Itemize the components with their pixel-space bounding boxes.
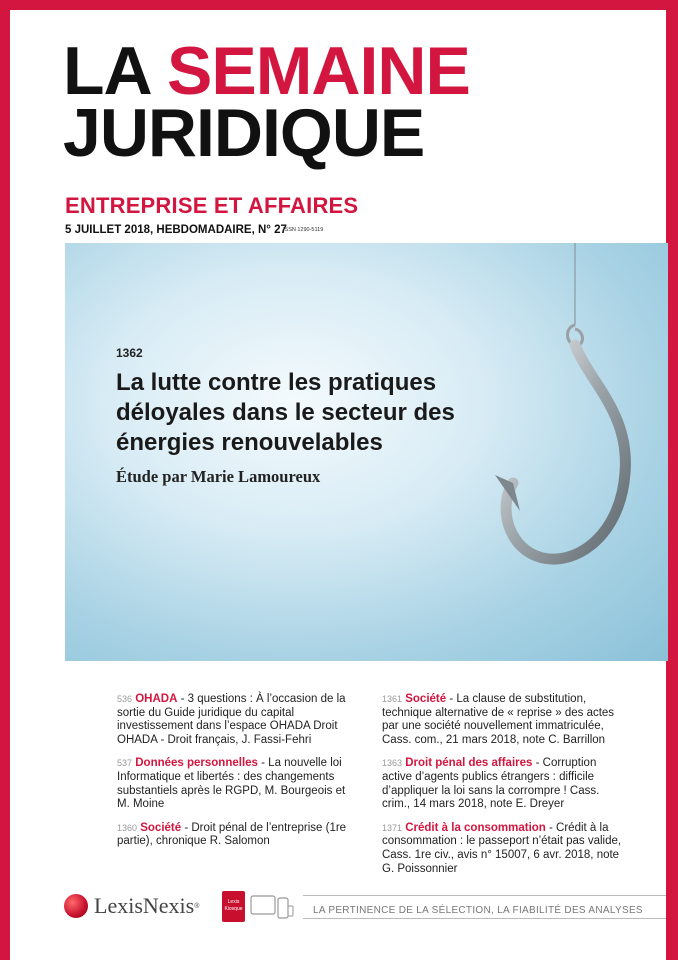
- toc-item[interactable]: [382, 757, 622, 811]
- logo-text: LexisNexis: [94, 893, 195, 918]
- toc-category: Société: [140, 821, 182, 834]
- devices-icon: [250, 894, 294, 924]
- toc-right-column: [382, 693, 622, 886]
- left-border: [0, 0, 10, 960]
- lexis-kiosque-badge[interactable]: [222, 891, 245, 922]
- issn: ISSN 1290-5119: [283, 227, 324, 233]
- toc-text: - Corruption active d’agents publics étrangers : difficile d’appliquer la loi sans la corrompre ! Cass. crim., 14 mars 2018, note E. Dreyer: [382, 757, 600, 811]
- logo-globe-icon: [64, 894, 88, 918]
- toc-text: - 3 questions : À l’occasion de la sortie du Guide juridique du capital investissement dans l’espace OHADA Droit OHADA - Droit français, J. Fassi-Fehri: [117, 693, 346, 746]
- toc-category: Crédit à la consommation: [405, 821, 546, 834]
- toc-item[interactable]: [117, 757, 347, 811]
- toc-item[interactable]: [382, 693, 622, 747]
- lexisnexis-logo[interactable]: [64, 893, 199, 919]
- toc-text: - Droit pénal de l’entreprise (1re partie), chronique R. Salomon: [117, 821, 347, 848]
- toc-number: 536: [117, 694, 133, 704]
- tagline: LA PERTINENCE DE LA SÉLECTION, LA FIABILITÉ DES ANALYSES: [313, 905, 643, 916]
- toc-category: OHADA: [135, 693, 178, 705]
- feature-number: 1362: [116, 346, 143, 360]
- top-border: [0, 0, 678, 10]
- masthead-semaine: SEMAINE: [167, 33, 470, 109]
- toc-number: 1361: [382, 694, 403, 704]
- kiosque-line-2: Kiosque: [224, 906, 243, 912]
- toc-number: 1360: [117, 822, 138, 833]
- toc-item[interactable]: [382, 822, 622, 876]
- toc-number: 1371: [382, 822, 403, 833]
- toc-category: Droit pénal des affaires: [405, 757, 533, 770]
- toc-text: - Crédit à la consommation : le passeport n’était pas valide, Cass. 1re civ., avis n° 15007, 6 avr. 2018, note G. Poissonnier: [382, 821, 622, 875]
- masthead: [63, 33, 470, 171]
- toc-number: 537: [117, 758, 133, 769]
- toc-item[interactable]: [117, 822, 347, 849]
- issue-line: 5 JUILLET 2018, HEBDOMADAIRE, N° 27: [65, 224, 287, 236]
- masthead-juridique: JURIDIQUE: [63, 95, 425, 171]
- toc-item[interactable]: [117, 693, 347, 747]
- toc-category: Données personnelles: [135, 757, 258, 770]
- toc-text: - La nouvelle loi Informatique et libertés : des changements substantiels après le RGPD, M. Bourgeois et M. Moine: [117, 757, 346, 811]
- publication-subtitle: ENTREPRISE ET AFFAIRES: [65, 193, 359, 218]
- feature-title: La lutte contre les pratiques déloyales dans le secteur des énergies renouvelables: [116, 369, 455, 456]
- kiosque-line-1: Lexis: [227, 899, 240, 905]
- toc-text: - La clause de substitution, technique alternative de « reprise » des actes par une société nouvellement immatriculée, Cass. com., 21 mars 2018, note C. Barrillon: [382, 693, 615, 746]
- feature-author: Étude par Marie Lamoureux: [116, 467, 321, 486]
- toc-number: 1363: [382, 758, 403, 769]
- toc-left-column: [117, 693, 347, 859]
- masthead-line-1: [63, 33, 470, 109]
- masthead-la: LA: [63, 33, 150, 109]
- toc-category: Société: [405, 693, 447, 705]
- logo-trademark: ®: [194, 902, 200, 910]
